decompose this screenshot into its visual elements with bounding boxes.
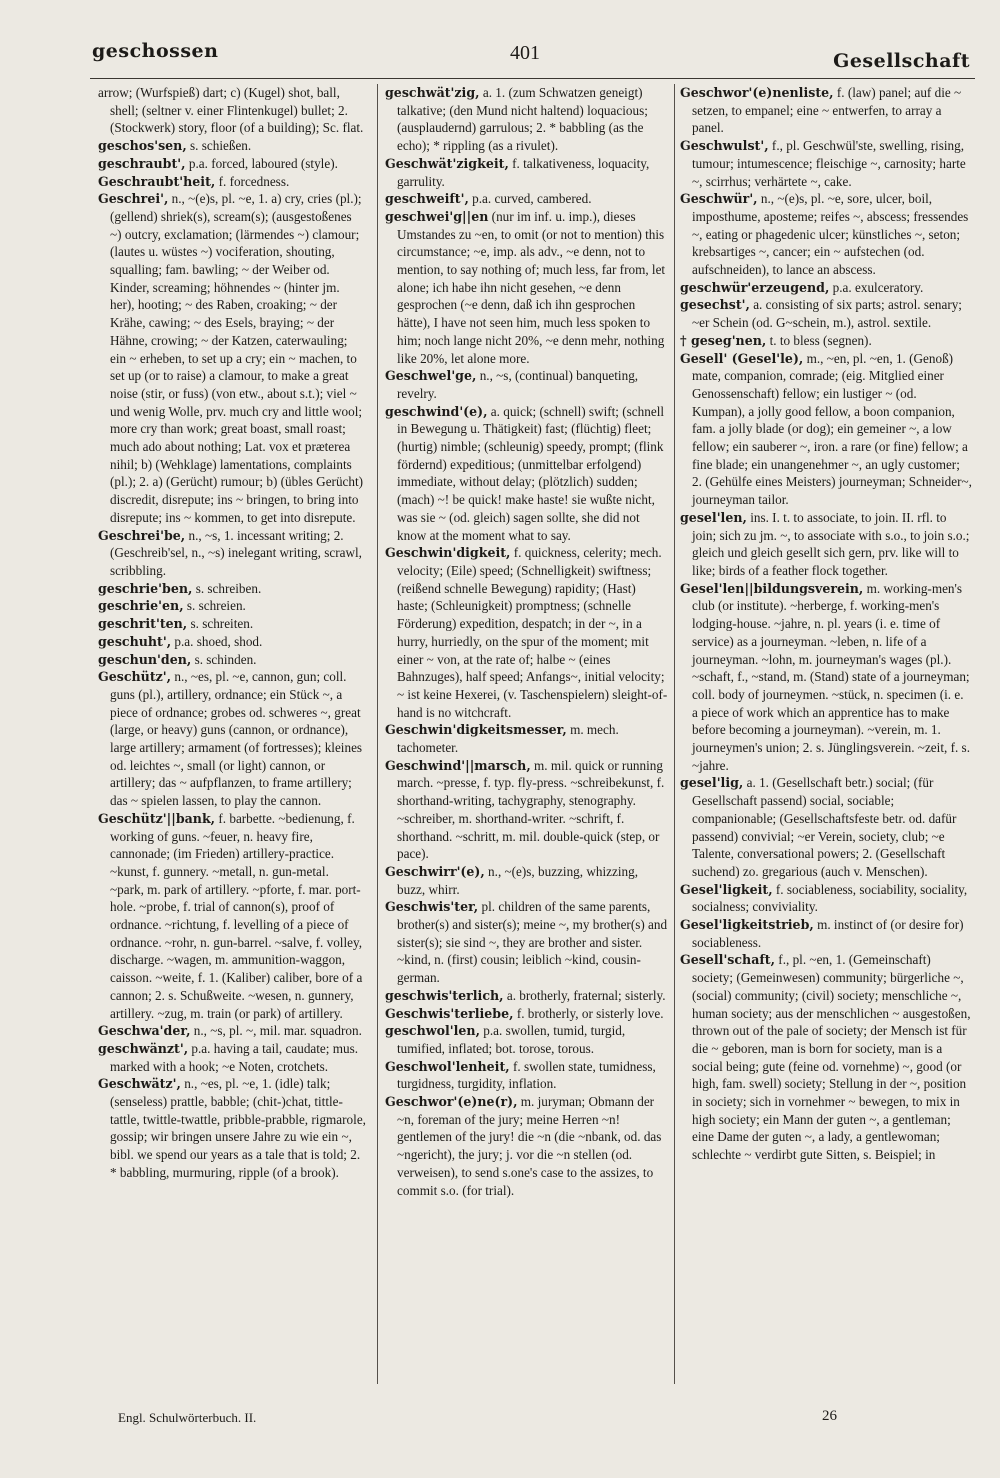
definition: t. to bless (segnen). [769,332,872,348]
headword: Gesel'ligkeitstrieb, [680,917,814,933]
definition: m. juryman; Obmann der ~n, foreman of the jury; meine Herren ~n! gentlemen of the jury! die ~n (die ~nbank, od. das ~ngericht), the jury; j. vor die ~n stellen (od. verweisen), to send s.one's case to the assizes, to commit s.o. (for trial). [397,1094,662,1198]
definition: p.a. swollen, tumid, turgid, tumified, inflated; bot. torose, torous. [397,1023,626,1056]
headword: geschrit'ten, [98,616,188,632]
dictionary-entry [385,987,668,1005]
dictionary-entry [385,898,668,987]
definition: p.a. curved, cambered. [472,191,592,207]
dictionary-entry [385,1058,668,1093]
column-1 [98,84,366,1409]
dictionary-entry [98,615,366,633]
dictionary-entry [680,279,972,297]
running-head-left: geschossen [92,40,219,62]
definition: arrow; (Wurfspieß) dart; c) (Kugel) shot, ball, shell; (seltner v. einer Flintenkugel) bullet; 2. (Stockwerk) story, floor (of a building); Sc. flat. [98,85,364,136]
headword: Gesell'schaft, [680,952,775,968]
headword: geschrie'ben, [98,580,193,596]
definition: s. schreiben. [195,580,262,596]
definition: f., pl. Geschwül'ste, swelling, rising, tumour; intumescence; fleischige ~, carnosity; harte ~, scirrhus; verhärtete ~, cake. [692,138,966,189]
headword: geschrie'en, [98,598,184,614]
headword: geschwis'terlich, [385,987,504,1003]
dictionary-entry [385,190,668,208]
headword: geschwei'g||en [385,208,489,224]
dictionary-entry [98,1040,366,1075]
headword: geschweift', [385,191,469,207]
dictionary-entry [98,84,366,137]
headword: Geschwa'der, [98,1023,191,1039]
definition: f. quickness, celerity; mech. velocity; (Eile) speed; (Schnelligkeit) swiftness; (reißend schnelle Bewegung) rapidity; (Hast) haste; (Schleunigkeit) promptness; (schnelle Förderung) expedition, despatch; in der ~, in a hurry, hurriedly, on the spur of the moment; mit einer ~ von, at the rate of; halbe ~ (eines Bahnzuges), half speed; Anfangs~, initial velocity; ~ ist keine Hexerei, (v. Taschenspielern) sleight-of-hand is no witchcraft. [397,545,668,720]
definition: m. mil. quick or running march. ~presse, f. typ. fly-press. ~schreibekunst, f. shorthand-writing, tachygraphy, stenography. ~schreiber, m. shorthand-writer. ~schrift, f. shorthand. ~schritt, m. mil. double-quick (step, or pace). [397,757,665,862]
definition: m. mech. tachometer. [397,722,619,756]
page-number: 401 [510,42,540,64]
headword: geschwind'(e), [385,403,488,419]
dictionary-entry [680,332,972,350]
dictionary-entry [385,1005,668,1023]
column-divider [377,84,378,1384]
dictionary-entry [385,1093,668,1199]
column-2 [385,84,668,1424]
definition: f. (law) panel; auf die ~ setzen, to empanel; eine ~ entwerfen, to array a panel. [692,85,962,136]
headword: Geschwor'(e)nenliste, [680,85,834,100]
definition: a. 1. (zum Schwatzen geneigt) talkative; (den Mund nicht haltend) loquacious; (ausplaudernd) garrulous; 2. * babbling (as the echo); * rippling (as a rivulet). [397,85,648,154]
headword: Geschwür', [680,191,758,207]
headword: gesechst', [680,297,750,313]
headword: Geschwulst', [680,138,769,154]
running-head-right: Gesellschaft [833,50,970,72]
dictionary-entry [680,774,972,880]
headword: Geschwirr'(e), [385,863,485,879]
headword: geschwür'erzeugend, [680,279,830,295]
definition: m. working-men's club (or institute). ~herberge, f. working-men's lodging-house. ~jahre, n. pl. years (i. e. time of service) as a journeyman. ~leben, n. life of a journeyman. ~lohn, m. journeyman's wages (pl.). ~schaft, f., ~stand, m. (Stand) state of a journeyman; coll. body of journeymen. ~stück, n. specimen (i. e. a piece of work which an apprentice has to make before becoming a journeyman). ~verein, m. 1. journeymen's union; 2. s. Jünglingsverein. ~zeit, f. s. ~jahre. [692,580,970,773]
definition: (nur im inf. u. imp.), dieses Umstandes zu ~en, to omit (or not to mention) this circumstance; ~e, imp. als adv., ~e denn, not to mention, to say nothing of; much less, far from, let alone; ich habe ihn nicht gesehen, ~e denn gesprochen (~e denn, daß ich ihn gesprochen hätte), I have not seen him, much less spoken to him; noch lange nicht 20%, ~e denn mehr, nothing like 20%, let alone more. [397,208,666,366]
dictionary-entry [98,668,366,810]
dictionary-entry [680,296,972,331]
dictionary-entry [98,580,366,598]
dictionary-entry [385,1022,668,1057]
definition: m. instinct of (or desire for) sociableness. [692,917,964,950]
headword: Geschrei'be, [98,527,186,543]
dictionary-entry [385,84,668,155]
headword: Geschwor'(e)ne(r), [385,1094,518,1110]
definition: n., ~es, pl. ~e, cannon, gun; coll. guns (pl.), artillery, ordnance; ein Stück ~, a piece of ordnance; grobes od. schweres ~, great (large, or heavy) guns (cannon, or ordnance), large artillery; armament (of fortresses); kleines od. leichtes ~, small (or light) cannon, or artillery; das ~ aufpflanzen, to frame artillery; das ~ spielen lassen, to play the cannon. [110,669,363,809]
definition: m., ~en, pl. ~en, 1. (Genoß) mate, companion, comrade; (eig. Mitglied einer Genossenschaft) fellow; ein lustiger ~ (od. Kumpan), a jolly good fellow, a boon companion, fam. a jolly blade (or dog); ein gemeiner ~, a low fellow; ein sauberer ~, iron. a rare (or fine) fellow; a fine blade; ein unangenehmer ~, an ugly customer; 2. (Gehülfe eines Meisters) journeyman; Schneider~, journeyman tailor. [692,350,972,508]
headword: Geschwät'zigkeit, [385,155,509,171]
dictionary-entry [98,651,366,669]
dictionary-entry [98,527,366,580]
dictionary-entry [385,155,668,190]
dictionary-entry [680,881,972,916]
dictionary-entry [98,173,366,191]
definition: s. schreien. [186,598,246,614]
headword: geschos'sen, [98,138,187,154]
definition: f., pl. ~en, 1. (Gemeinschaft) society; (Gemeinwesen) community; bürgerliche ~, (social) community; (civil) society; menschliche ~, human society; aus der menschlichen ~ ausgestoßen, thrown out of the pale of society; der Mensch ist für die ~ geboren, man is born for society, man is a social being; gute (feine od. vornehme) ~, good (or high, fam. swell) society; Stellung in der ~, position in society; sich in vornehmer ~ bewegen, to mix in high society; ein Mann der guten ~, a gentleman; eine Dame der guten ~, a lady, a gentlewoman; schlechte ~ verdirbt gute Sitten, s. Beispiel; in [692,952,971,1163]
definition: p.a. exulceratory. [832,279,924,295]
signature-line: Engl. Schulwörterbuch. II. [118,1410,257,1425]
definition: f. forcedness. [218,173,290,189]
definition: f. barbette. ~bedienung, f. working of guns. ~feuer, n. heavy fire, cannonade; (im Frieden) artillery-practice. ~kunst, f. gunnery. ~metall, n. gun-metal. ~park, m. park of artillery. ~pforte, f. mar. port-hole. ~probe, f. trial of cannon(s), proof of ordnance. ~richtung, f. levelling of a piece of ordnance. ~rohr, n. gun-barrel. ~salve, f. volley, discharge. ~wagen, m. ammunition-waggon, caisson. ~weite, f. 1. (Kaliber) caliber, bore of a cannon; 2. s. Schußweite. ~wesen, n. gunnery, artillery. ~zug, m. train (or park) of artillery. [110,810,363,1021]
definition: ins. I. t. to associate, to join. II. rfl. to join; sich zu jm. ~, to associate with s.o., to join s.o.; gleich und gleich gesellt sich gern, prv. like will to like; birds of a feather flock together. [692,509,970,578]
dictionary-entry [680,951,972,1163]
dictionary-entry [385,863,668,898]
definition: n., ~s, 1. incessant writing; 2. (Geschreib'sel, n., ~s) inelegant writing, scrawl, scribbling. [110,527,362,578]
definition: f. sociableness, sociability, sociality, socialness; conviviality. [692,881,968,915]
definition: p.a. forced, laboured (style). [188,155,338,171]
dictionary-entry [385,208,668,367]
headword: Gesel'len||bildungsverein, [680,580,864,596]
definition: a. 1. (Gesellschaft betr.) social; (für Gesellschaft passend) social, sociable; companionable; (Gesellschaftsfeste betr. od. dafür passend) convivial; ~er Verein, society, club; ~e Talente, conversational powers; 2. (Gesellschaft suchend) zo. gregarious (auch v. Menschen). [692,775,957,879]
definition: s. schreiten. [190,616,254,632]
definition: p.a. having a tail, caudate; mus. marked with a hook; ~e Noten, crotchets. [110,1040,359,1074]
headword: Geschütz'||bank, [98,810,216,826]
headword: gesel'lig, [680,775,744,791]
headword: geschun'den, [98,651,192,667]
dictionary-entry [385,757,668,863]
dictionary-entry [98,137,366,155]
definition: f. swollen state, tumidness, turgidness, turgidity, inflation. [397,1058,656,1092]
headword: Geschwol'lenheit, [385,1058,510,1074]
definition: n., ~s, (continual) banqueting, revelry. [397,368,639,401]
column-divider [674,84,675,1384]
headword: geschwät'zig, [385,85,480,100]
definition: n., ~(e)s, pl. ~e, 1. a) cry, cries (pl.); (gellend) shriek(s), scream(s); (ausgestoßenes ~) outcry, exclamation; (lärmendes ~) clamour; (lautes u. wüstes ~) vociferation, shouting, squalling; fam. bawling; ~ der Weiber od. Kinder, screaming; höhnendes ~ (hinter jm. her), hooting; ~ des Raben, croaking; ~ der Krähe, cawing; ~ des Esels, braying; ~ der Hähne, crowing; ~ der Katzen, caterwauling; ein ~ erheben, to set up a cry; ein ~ machen, to set up (or to raise) a clamour, to make a great noise (stir, or fuss) (von etw., about s.t.); viel ~ und wenig Wolle, prv. much cry and little wool; more cry than work; great boast, small roast; much ado about nothing; Lat. vox et præterea nihil; b) (Wehklage) lamentations, complaints (pl.); 2. a) (Gerücht) rumour; b) (übles Gerücht) discredit, disrepute; ins ~ bringen, to bring into disrepute; ins ~ kommen, to get into disrepute. [110,191,364,525]
headword: Geschrei', [98,191,169,207]
headword: † geseg'nen, [680,332,767,348]
headword: geschraubt', [98,155,186,171]
headword: geschwänzt', [98,1040,189,1056]
definition: n., ~es, pl. ~e, 1. (idle) talk; (senseless) prattle, babble; (chit-)chat, tittle-tattle, twittle-twattle, pribble-prabble, rigmarole, gossip; wir bringen unsere Jahre zu wie ein ~, bibl. we spend our years as a tale that is told; 2. * babbling, murmuring, ripple (of a brook). [110,1076,366,1180]
definition: s. schinden. [194,651,257,667]
headword: Gesel'ligkeit, [680,881,773,897]
definition: n., ~(e)s, pl. ~e, sore, ulcer, boil, imposthume, aposteme; reifes ~, abscess; fressendes ~, eating or phagedenic ulcer; künstliches ~, seton; krebsartiges ~, cancer; ein ~ aufstechen (od. aufschneiden), to lance an abscess. [692,191,969,278]
definition: n., ~s, pl. ~, mil. mar. squadron. [193,1023,362,1039]
dictionary-entry [98,1075,366,1181]
column-3 [680,84,972,1424]
headword: Geschwel'ge, [385,368,477,384]
headword: Geschütz', [98,669,172,685]
dictionary-entry [680,916,972,951]
dictionary-entry [98,810,366,1022]
dictionary-entry [385,403,668,545]
definition: f. brotherly, or sisterly love. [516,1005,664,1021]
headword: gesel'len, [680,509,747,525]
definition: a. consisting of six parts; astrol. senary; ~er Schein (od. G~schein, m.), astrol. sextile. [692,297,962,331]
definition: a. quick; (schnell) swift; (schnell in Bewegung u. Thätigkeit) fast; (flüchtig) fleet; (hurtig) nimble; (schleunig) speedy, prompt; (flink fördernd) expeditious; (unmittelbar erfolgend) immediate, without delay; (plötzlich) sudden; (mach) ~! be quick! make haste! sie wußte nicht, was sie ~ (od. gleich) sagen sollte, she did not know at the moment what to say. [397,403,665,543]
dictionary-entry [98,190,366,526]
headword: Geschwin'digkeitsmesser, [385,722,567,738]
headword: Gesell' (Gesel'le), [680,350,804,366]
dictionary-entry [98,1022,366,1040]
definition: f. talkativeness, loquacity, garrulity. [397,155,650,189]
headword: Geschraubt'heit, [98,173,216,189]
definition: p.a. shoed, shod. [174,633,263,649]
headword: Geschwin'digkeit, [385,545,511,561]
definition: s. schießen. [190,138,252,154]
dictionary-entry [680,350,972,509]
definition: a. brotherly, fraternal; sisterly. [506,987,666,1003]
dictionary-entry [680,580,972,775]
headword: Geschwind'||marsch, [385,757,531,773]
headword: geschuht', [98,633,172,649]
dictionary-entry [385,721,668,756]
dictionary-entry [680,84,972,137]
dictionary-entry [98,155,366,173]
dictionary-entry [680,509,972,580]
dictionary-entry [98,633,366,651]
dictionary-entry [680,137,972,190]
header-rule [90,78,975,79]
headword: Geschwätz', [98,1076,181,1092]
headword: geschwol'len, [385,1023,480,1039]
dictionary-entry [98,597,366,615]
definition: pl. children of the same parents, brother(s) and sister(s); meine ~, my brother(s) and sister(s); sie sind ~, they are brother and sister. ~kind, n. (first) cousin; leiblich ~kind, cousin-german. [397,899,668,986]
signature-mark: 26 [822,1408,837,1424]
dictionary-entry [385,544,668,721]
dictionary-entry [680,190,972,279]
headword: Geschwis'ter, [385,899,479,915]
definition: n., ~(e)s, buzzing, whizzing, buzz, whirr. [397,863,639,897]
dictionary-entry [385,367,668,402]
headword: Geschwis'terliebe, [385,1005,514,1021]
